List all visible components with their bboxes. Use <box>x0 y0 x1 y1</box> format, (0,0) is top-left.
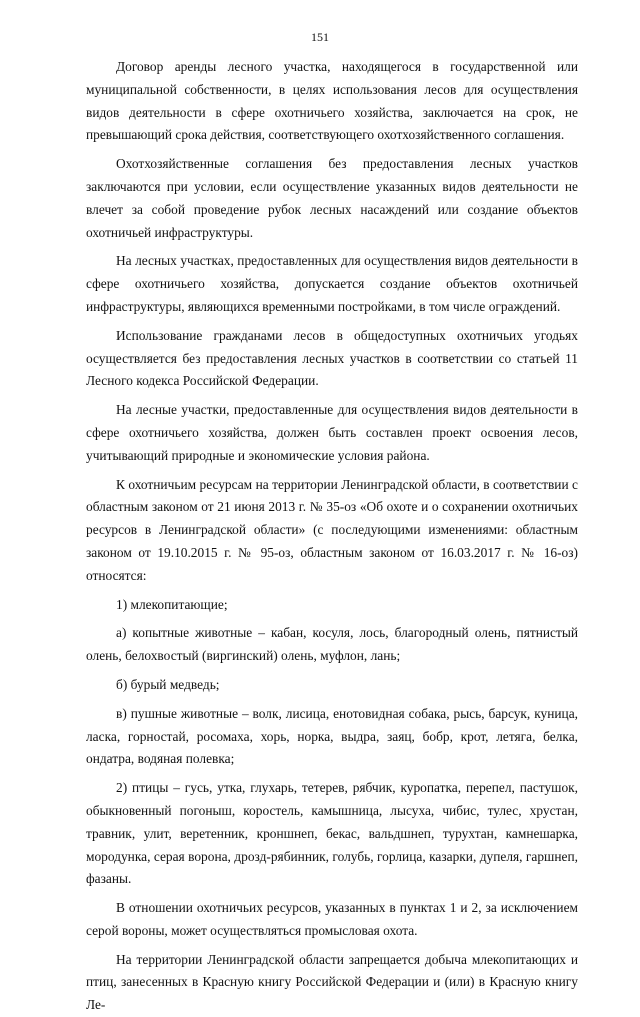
paragraph-lease-agreement: Договор аренды лесного участка, находящегося в государственной или муниципальной собственности, в целях использования лесов для осуществления видов деятельности в сфере охотничьего хозяйства, заключается на срок, не превышающий срока действия, соответствующего охотхозяйственного соглашения. <box>86 59 578 143</box>
paragraph-forest-development-project: На лесные участки, предоставленные для осуществления видов деятельности в сфере охотничьего хозяйства, должен быть составлен проект освоения лесов, учитывающий природные и экономические условия района. <box>86 402 578 463</box>
list-item-fur-animals: в) пушные животные – волк, лисица, енотовидная собака, рысь, барсук, куница, ласка, горностай, росомаха, хорь, норка, выдра, заяц, бобр, крот, летяга, белка, ондатра, водяная полевка; <box>86 705 578 767</box>
paragraph-commercial-hunting: В отношении охотничьих ресурсов, указанных в пунктах 1 и 2, за исключением серой вороны, может осуществляться промысловая охота. <box>86 900 578 938</box>
paragraph-hunting-resources-law: К охотничьим ресурсам на территории Ленинградской области, в соответствии с областным законом от 21 июня 2013 г. № 35-оз «Об охоте и о сохранении охотничьих ресурсов в Ленинградской области» (с последующими изменениями: областным законом от 19.10.2015 г. № 95-оз, областным законом от 16.03.2017 г. № 16-оз) относятся: <box>86 476 578 583</box>
paragraph-hunting-agreements: Охотхозяйственные соглашения без предоставления лесных участков заключаются при условии, если осуществление указанных видов деятельности не влечет за собой проведение рубок лесных насаждений или создание объектов охотничьей инфраструктуры. <box>86 156 578 240</box>
list-item-birds: 2) птицы – гусь, утка, глухарь, тетерев, рябчик, куропатка, перепел, пастушок, обыкновенный погоныш, коростель, камышница, лысуха, чибис, тулес, хрустан, травник, улит, веретенник, кроншнеп, бекас, вальдшнеп, турухтан, камнешарка, мородунка, серая ворона, дрозд-рябинник, голубь, горлица, казарки, дупеля, гаршнеп, фазаны. <box>86 780 578 887</box>
list-item-ungulates: а) копытные животные – кабан, косуля, лось, благородный олень, пятнистый олень, белохвостый (виргинский) олень, муфлон, лань; <box>86 625 578 664</box>
paragraph-public-hunting-grounds: Использование гражданами лесов в общедоступных охотничьих угодьях осуществляется без предоставления лесных участков в соответствии со статьей 11 Лесного кодекса Российской Федерации. <box>86 327 578 389</box>
document-body <box>86 56 578 1017</box>
page-number: 151 <box>311 30 329 44</box>
list-item-brown-bear: б) бурый медведь; <box>116 676 220 692</box>
paragraph-red-book-prohibition: На территории Ленинградской области запрещается добыча млекопитающих и птиц, занесенных в Красную книгу Российской Федерации и (или) в Красную книгу Ле- <box>86 951 578 1013</box>
paragraph-hunting-infrastructure: На лесных участках, предоставленных для осуществления видов деятельности в сфере охотничьего хозяйства, допускается создание объектов охотничьей инфраструктуры, являющихся временными постройками, в том числе ограждений. <box>86 253 578 314</box>
list-item-mammals: 1) млекопитающие; <box>116 596 228 612</box>
